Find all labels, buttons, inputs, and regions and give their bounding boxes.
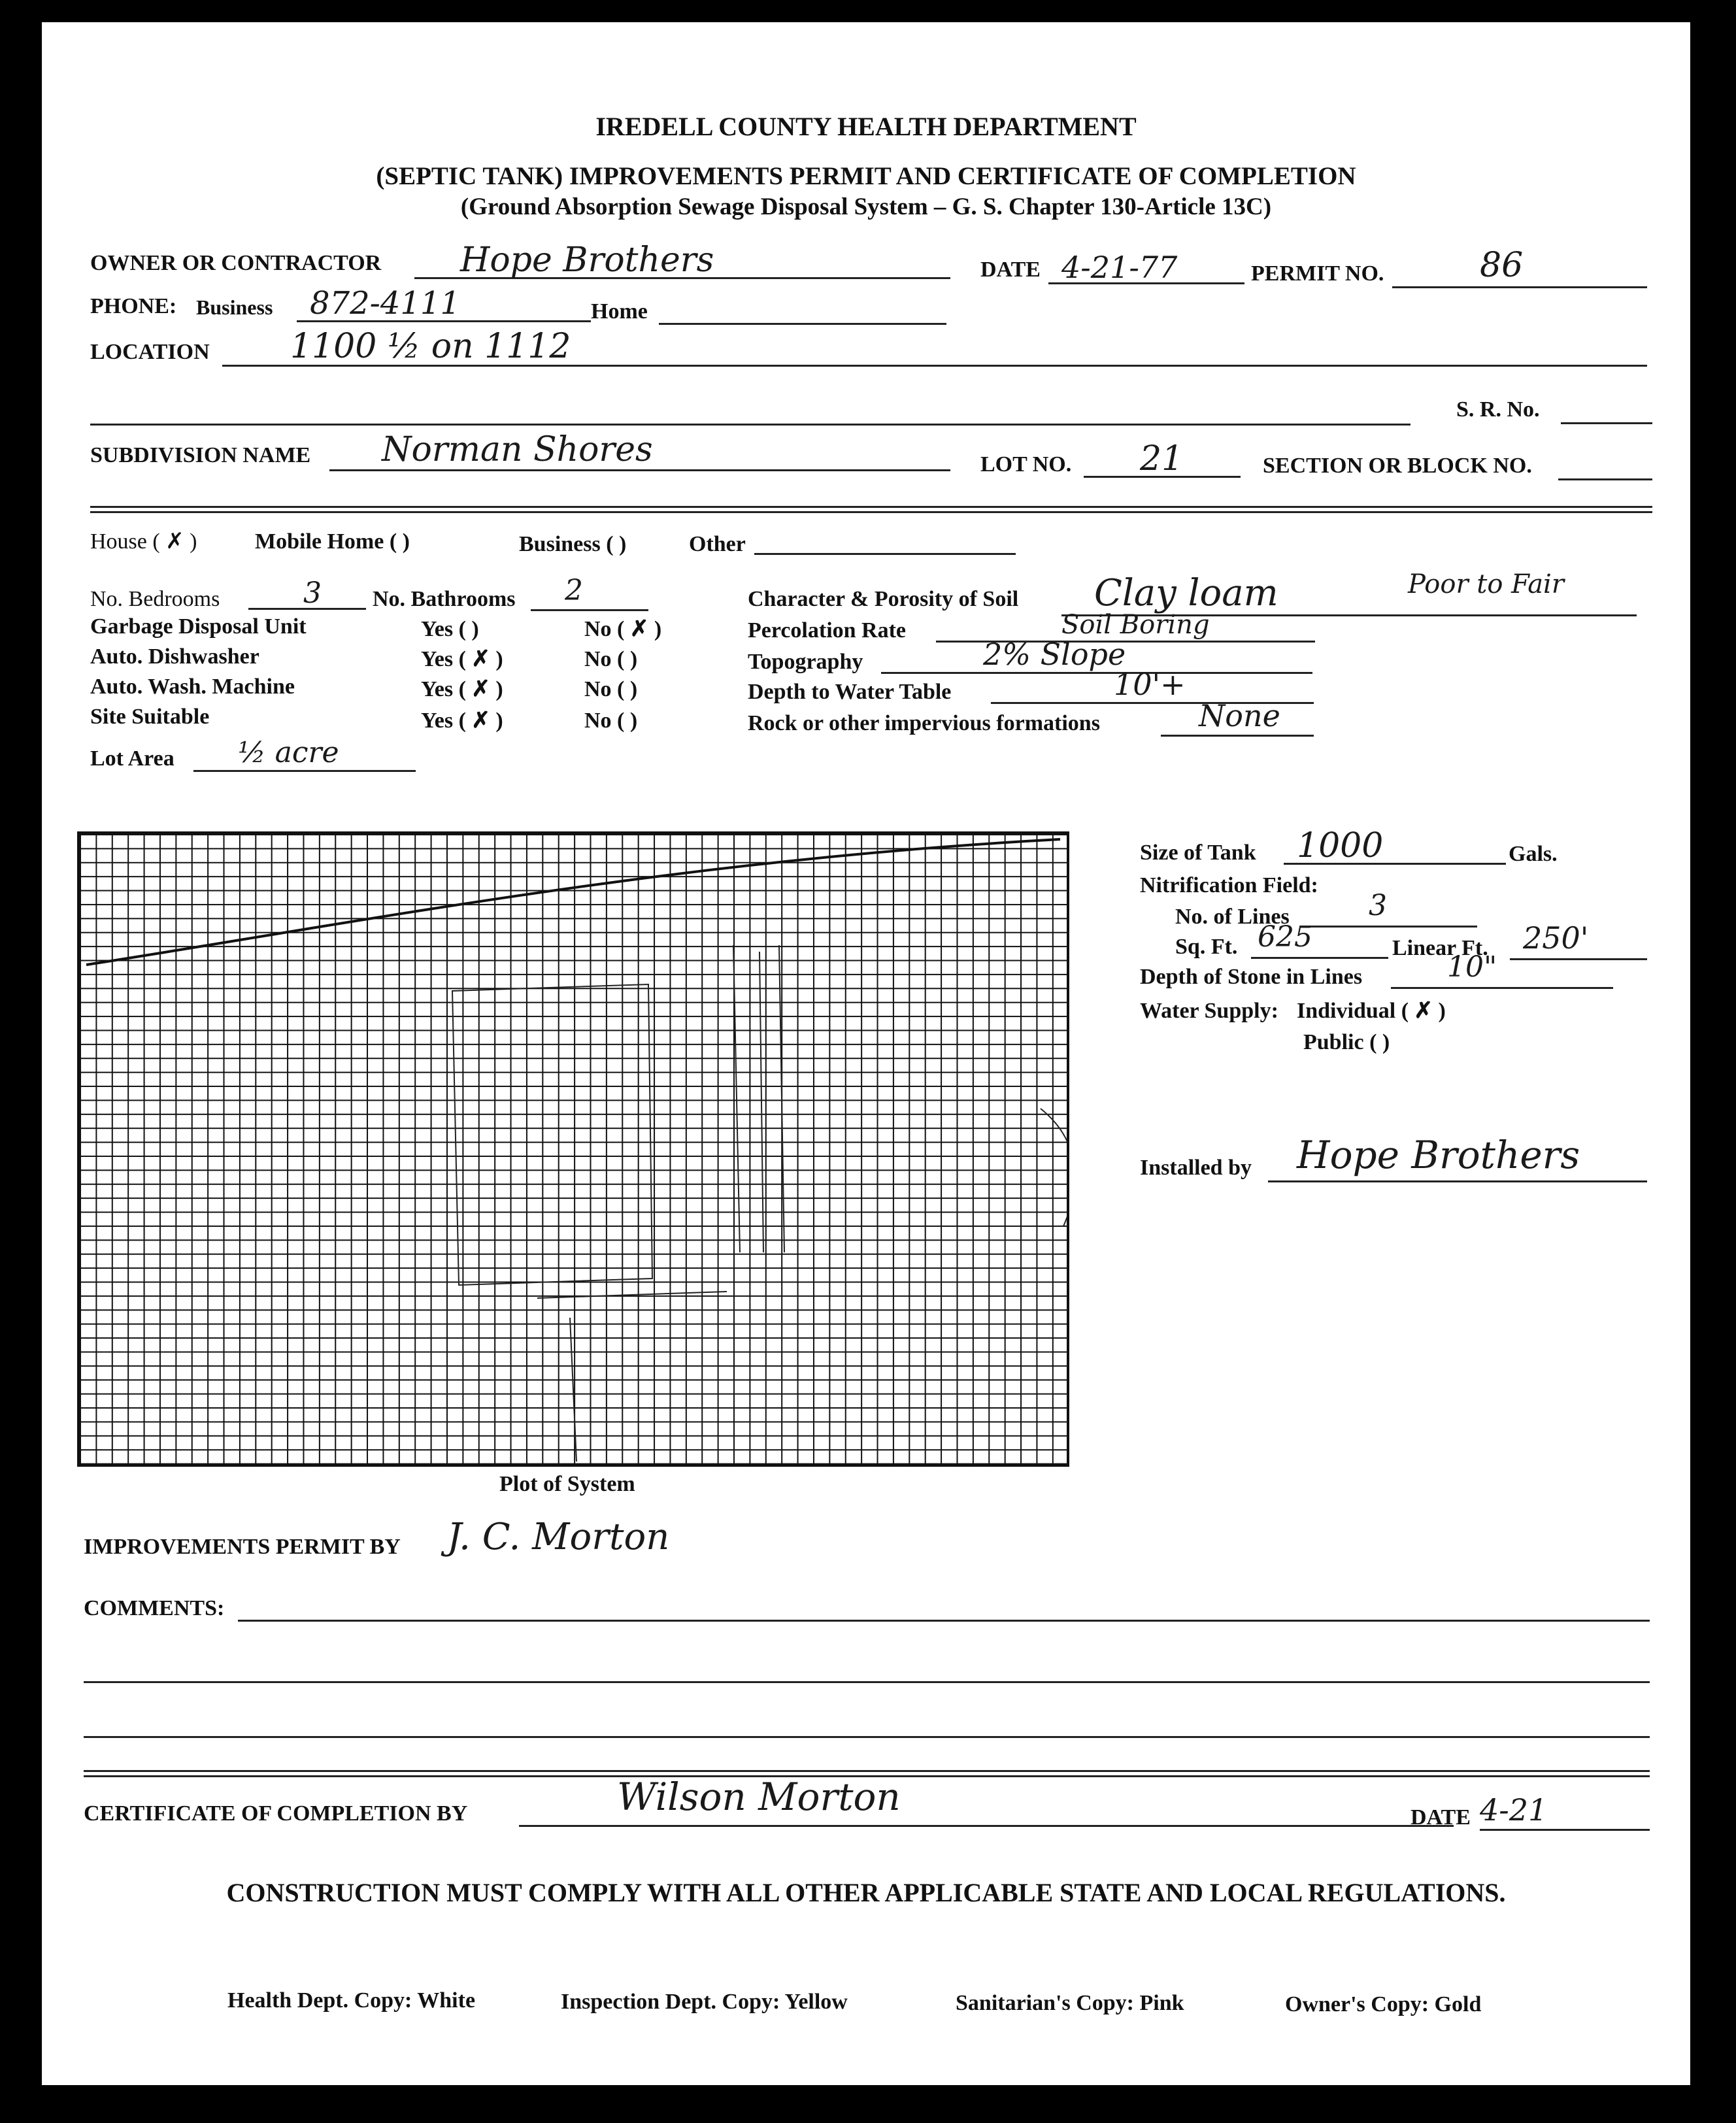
lot-area-line bbox=[193, 770, 416, 772]
business-phone-label: Business bbox=[196, 295, 273, 319]
regulation-notice: CONSTRUCTION MUST COMPLY WITH ALL OTHER APPLICABLE STATE AND LOCAL REGULATIONS. bbox=[226, 1878, 1506, 1907]
garbage-yes: Yes ( ) bbox=[421, 617, 479, 641]
sqft-value: 625 bbox=[1258, 920, 1312, 954]
permit-value: 86 bbox=[1480, 246, 1524, 285]
sr-no-label: S. R. No. bbox=[1456, 397, 1540, 422]
business-phone-value: 872-4111 bbox=[310, 285, 460, 322]
installed-label: Installed by bbox=[1140, 1156, 1252, 1180]
topography-value: 2% Slope bbox=[983, 637, 1126, 672]
certificate-date-label: DATE bbox=[1410, 1805, 1471, 1830]
certificate-date-value: 4-21 bbox=[1480, 1792, 1548, 1828]
site-yes: Yes ( ✗ ) bbox=[421, 709, 503, 733]
location-value: 1100 ½ on 1112 bbox=[290, 327, 571, 366]
business-option: Business ( ) bbox=[519, 532, 627, 556]
lot-area-value: ½ acre bbox=[238, 736, 339, 769]
sr-no-line bbox=[1561, 422, 1652, 424]
bedrooms-label: No. Bedrooms bbox=[90, 587, 220, 611]
stone-depth-line bbox=[1391, 987, 1613, 989]
improvements-signature: J. C. Morton bbox=[447, 1516, 670, 1558]
form-subtitle: (Ground Absorption Sewage Disposal System – G. S. Chapter 130-Article 13C) bbox=[460, 193, 1272, 220]
lot-value: 21 bbox=[1140, 439, 1184, 478]
soil-character-value: Clay loam bbox=[1094, 572, 1278, 614]
health-copy-label: Health Dept. Copy: White bbox=[227, 1988, 476, 2013]
bathrooms-line bbox=[531, 609, 648, 611]
lines-line bbox=[1307, 926, 1477, 928]
mobile-home-option: Mobile Home ( ) bbox=[255, 529, 410, 554]
water-supply-label: Water Supply: bbox=[1140, 999, 1278, 1023]
linear-line bbox=[1510, 958, 1647, 960]
lines-label: No. of Lines bbox=[1175, 905, 1290, 929]
tank-unit: Gals. bbox=[1509, 842, 1558, 866]
topography-line bbox=[881, 672, 1312, 674]
permit-form bbox=[42, 22, 1690, 2085]
tank-label: Size of Tank bbox=[1140, 841, 1256, 865]
permit-label: PERMIT NO. bbox=[1251, 261, 1384, 286]
owner-value: Hope Brothers bbox=[460, 241, 714, 280]
plot-sketch bbox=[80, 834, 1067, 1464]
house-option: House ( ✗ ) bbox=[90, 529, 197, 554]
comments-line-1 bbox=[238, 1620, 1650, 1622]
section-label: SECTION OR BLOCK NO. bbox=[1263, 454, 1532, 478]
water-individual: Individual ( ✗ ) bbox=[1297, 999, 1446, 1023]
home-phone-line bbox=[659, 323, 946, 325]
date-label: DATE bbox=[980, 258, 1041, 282]
tank-value: 1000 bbox=[1297, 826, 1384, 865]
comments-line-2 bbox=[84, 1681, 1650, 1683]
stone-depth-label: Depth of Stone in Lines bbox=[1140, 965, 1363, 989]
home-phone-label: Home bbox=[591, 299, 648, 324]
section-line bbox=[1558, 478, 1652, 480]
lines-value: 3 bbox=[1369, 889, 1387, 922]
plot-caption: Plot of System bbox=[499, 1472, 635, 1496]
phone-label: PHONE: bbox=[90, 294, 177, 318]
water-public: Public ( ) bbox=[1303, 1030, 1390, 1054]
installed-value: Hope Brothers bbox=[1297, 1133, 1580, 1177]
rock-value: None bbox=[1199, 698, 1280, 733]
certificate-line bbox=[519, 1825, 1454, 1827]
certificate-signature: Wilson Morton bbox=[617, 1775, 901, 1819]
percolation-value: Soil Boring bbox=[1061, 610, 1210, 640]
owner-label: OWNER OR CONTRACTOR bbox=[90, 251, 382, 275]
comments-label: COMMENTS: bbox=[84, 1596, 225, 1620]
linear-value: 250' bbox=[1523, 920, 1589, 956]
subdivision-line bbox=[329, 469, 950, 471]
rock-line bbox=[1161, 735, 1314, 737]
dishwasher-label: Auto. Dishwasher bbox=[90, 644, 259, 669]
sanitarian-copy-label: Sanitarian's Copy: Pink bbox=[956, 1991, 1184, 2015]
sqft-line bbox=[1251, 957, 1388, 959]
sqft-label: Sq. Ft. bbox=[1175, 935, 1238, 959]
comments-line-3 bbox=[84, 1736, 1650, 1738]
washer-yes: Yes ( ✗ ) bbox=[421, 677, 503, 701]
bedrooms-value: 3 bbox=[303, 577, 322, 610]
date-value: 4-21-77 bbox=[1061, 250, 1178, 285]
owner-copy-label: Owner's Copy: Gold bbox=[1285, 1992, 1482, 2016]
stone-depth-value: 10" bbox=[1447, 950, 1497, 984]
soil-porosity-value: Poor to Fair bbox=[1408, 569, 1564, 599]
bathrooms-label: No. Bathrooms bbox=[373, 587, 516, 611]
form-title: (SEPTIC TANK) IMPROVEMENTS PERMIT AND CERTIFICATE OF COMPLETION bbox=[376, 162, 1356, 190]
site-no: No ( ) bbox=[584, 709, 638, 733]
location-line-2 bbox=[90, 424, 1410, 426]
washer-label: Auto. Wash. Machine bbox=[90, 675, 295, 699]
nitrification-label: Nitrification Field: bbox=[1140, 873, 1318, 897]
lot-label: LOT NO. bbox=[980, 452, 1072, 476]
rock-label: Rock or other impervious formations bbox=[748, 711, 1100, 735]
other-line bbox=[754, 553, 1016, 555]
location-label: LOCATION bbox=[90, 340, 210, 364]
certificate-date-line bbox=[1480, 1829, 1650, 1831]
dishwasher-no: No ( ) bbox=[584, 647, 638, 671]
certificate-label: CERTIFICATE OF COMPLETION BY bbox=[84, 1801, 468, 1826]
linear-label: Linear Ft. bbox=[1392, 936, 1488, 960]
inspection-copy-label: Inspection Dept. Copy: Yellow bbox=[561, 1990, 848, 2014]
subdivision-label: SUBDIVISION NAME bbox=[90, 443, 311, 467]
bathrooms-value: 2 bbox=[565, 574, 583, 607]
garbage-no: No ( ✗ ) bbox=[584, 617, 662, 641]
other-label: Other bbox=[689, 532, 746, 556]
water-table-label: Depth to Water Table bbox=[748, 680, 952, 704]
improvements-label: IMPROVEMENTS PERMIT BY bbox=[84, 1535, 401, 1559]
garbage-label: Garbage Disposal Unit bbox=[90, 614, 307, 639]
topography-label: Topography bbox=[748, 650, 863, 674]
separator-top bbox=[90, 506, 1652, 513]
plot-grid bbox=[77, 831, 1069, 1467]
soil-character-label: Character & Porosity of Soil bbox=[748, 587, 1019, 611]
department-title: IREDELL COUNTY HEALTH DEPARTMENT bbox=[595, 112, 1137, 141]
washer-no: No ( ) bbox=[584, 677, 638, 701]
subdivision-value: Norman Shores bbox=[382, 430, 653, 469]
percolation-label: Percolation Rate bbox=[748, 618, 907, 643]
dishwasher-yes: Yes ( ✗ ) bbox=[421, 647, 503, 671]
water-table-value: 10'+ bbox=[1114, 667, 1186, 702]
installed-line bbox=[1268, 1180, 1647, 1182]
lot-area-label: Lot Area bbox=[90, 746, 175, 771]
site-label: Site Suitable bbox=[90, 705, 210, 729]
permit-line bbox=[1392, 286, 1647, 288]
